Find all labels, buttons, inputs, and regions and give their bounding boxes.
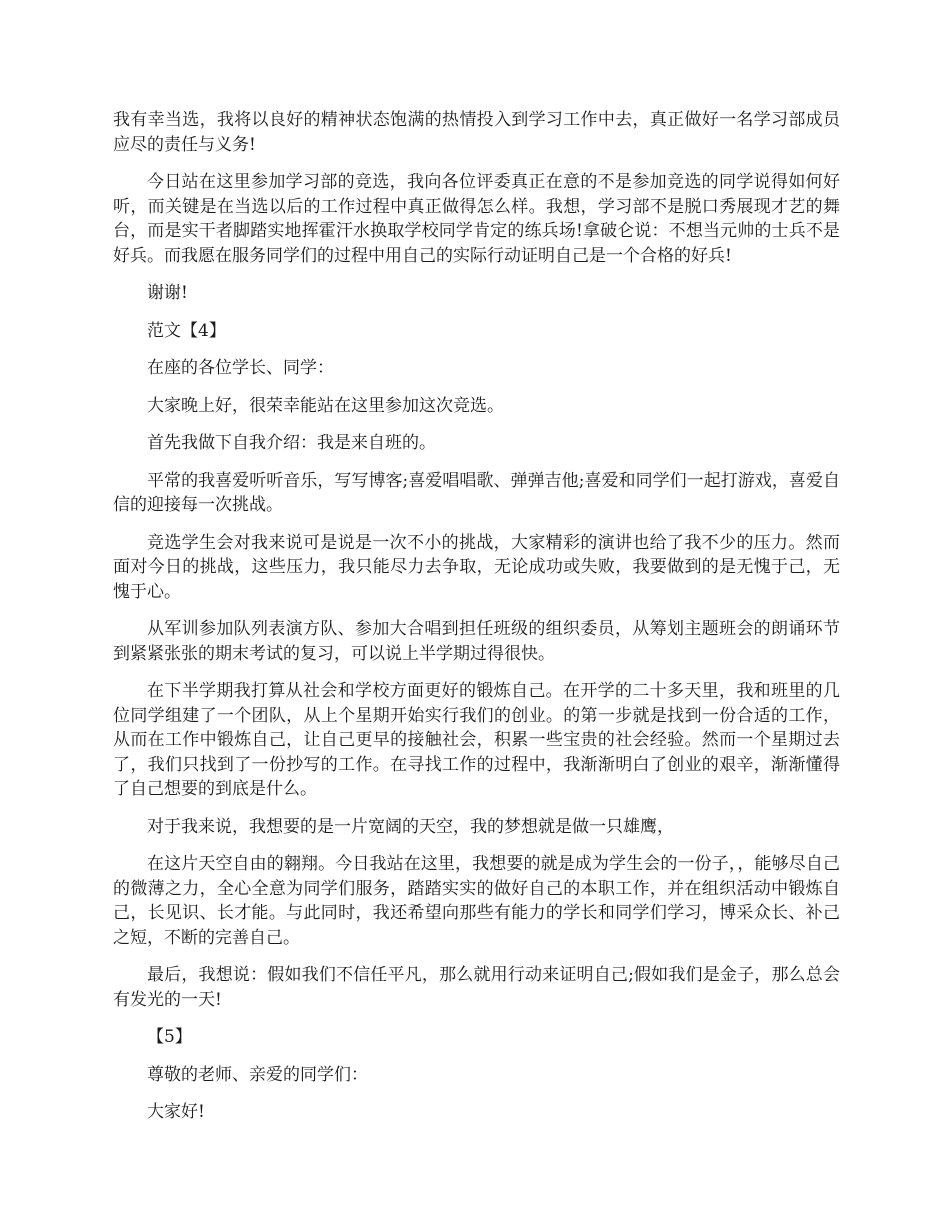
paragraph: 最后，我想说：假如我们不信任平凡，那么就用行动来证明自己;假如我们是金子，那么总会有发光的一天! bbox=[113, 965, 840, 1010]
document-body bbox=[113, 108, 840, 1138]
paragraph: 从军训参加队列表演方队、参加大合唱到担任班级的组织委员，从筹划主题班会的朗诵环节到紧紧张张的期末考试的复习，可以说上半学期过得很快。 bbox=[113, 619, 840, 664]
paragraph: 大家好! bbox=[147, 1102, 205, 1122]
paragraph: 平常的我喜爱听听音乐，写写博客;喜爱唱唱歌、弹弹吉他;喜爱和同学们一起打游戏，喜爱自信的迎接每一次挑战。 bbox=[113, 470, 840, 515]
paragraph: 我有幸当选，我将以良好的精神状态饱满的热情投入到学习工作中去，真正做好一名学习部成员应尽的责任与义务! bbox=[113, 110, 840, 155]
paragraph: 在座的各位学长、同学： bbox=[147, 358, 334, 378]
paragraph: 对于我来说，我想要的是一片宽阔的天空，我的梦想就是做一只雄鹰， bbox=[147, 816, 674, 837]
paragraph: 在这片天空自由的翱翔。今日我站在这里，我想要的就是成为学生会的一份子，，能够尽自己的微薄之力，全心全意为同学们服务，踏踏实实的做好自己的本职工作，并在组织活动中锻炼自己，长见识、长才能。与此同时，我还希望向那些有能力的学长和同学们学习，博采众长、补己之短，不断的完善自己。 bbox=[113, 854, 840, 948]
paragraph: 竞选学生会对我来说可是说是一次不小的挑战，大家精彩的演讲也给了我不少的压力。然而面对今日的挑战，这些压力，我只能尽力去争取，无论成功或失败，我要做到的是无愧于己，无愧于心。 bbox=[113, 532, 840, 602]
section-heading: 范文【4】 bbox=[147, 320, 226, 341]
paragraph: 首先我做下自我介绍：我是来自班的。 bbox=[147, 433, 436, 453]
paragraph: 今日站在这里参加学习部的竞选，我向各位评委真正在意的不是参加竞选的同学说得如何好听，而关键是在当选以后的工作过程中真正做得怎么样。我想，学习部不是脱口秀展现才艺的舞台，而是实干者脚踏实地挥霍汗水换取学校同学肯定的练兵场!拿破仑说：不想当元帅的士兵不是好兵。而我愿在服务同学们的过程中用自己的实际行动证明自己是一个合格的好兵! bbox=[113, 172, 840, 266]
paragraph: 谢谢! bbox=[147, 283, 188, 303]
paragraph: 在下半学期我打算从社会和学校方面更好的锻炼自己。在开学的二十多天里，我和班里的几位同学组建了一个团队，从上个星期开始实行我们的创业。的第一步就是找到一份合适的工作，从而在工作中锻炼自己，让自己更早的接触社会，积累一些宝贵的社会经验。然而一个星期过去了，我们只找到了一份抄写的工作。在寻找工作的过程中，我渐渐明白了创业的艰辛，渐渐懂得了自己想要的到底是什么。 bbox=[113, 681, 840, 799]
section-heading: 【5】 bbox=[147, 1027, 192, 1047]
paragraph: 大家晚上好，很荣幸能站在这里参加这次竞选。 bbox=[147, 395, 504, 416]
paragraph: 尊敬的老师、亲爱的同学们： bbox=[147, 1064, 368, 1085]
